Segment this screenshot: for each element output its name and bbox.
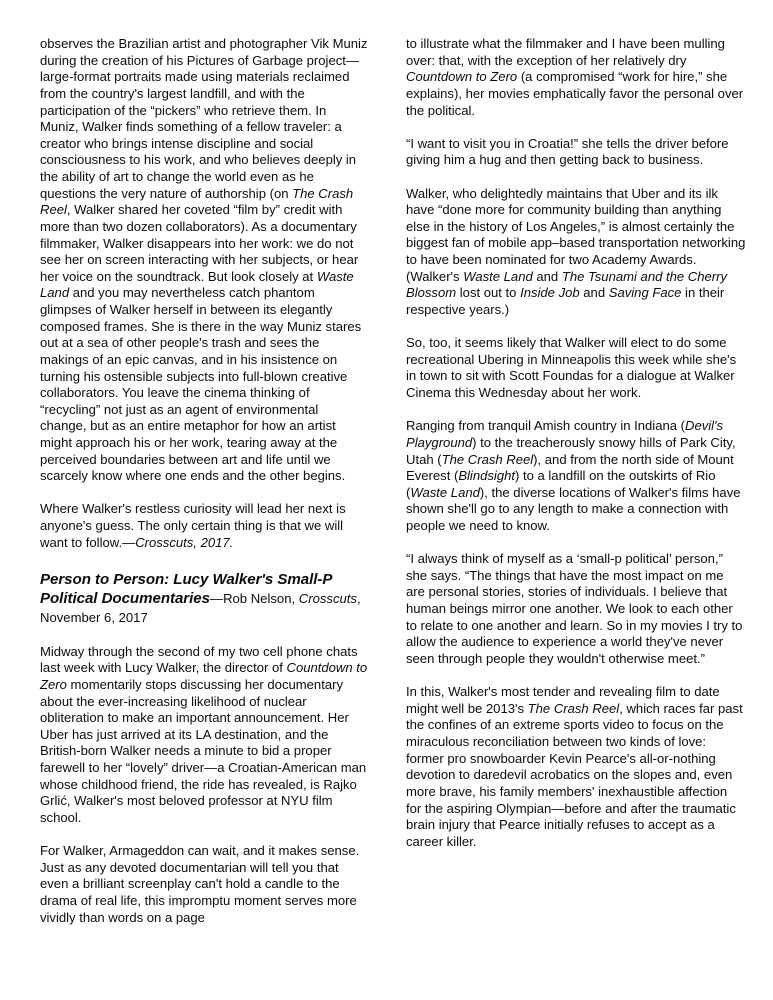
paragraph-uber xyxy=(406,186,746,319)
italic-title-run: Waste Land xyxy=(410,484,480,500)
two-column-layout xyxy=(40,36,745,926)
text-run: in their respective years.) xyxy=(406,285,725,317)
text-run: lost out to xyxy=(456,285,521,301)
left-column xyxy=(40,36,368,926)
text-run: So, too, it seems likely that Walker will elect to do some recreational Ubering in Minneapolis this week while she's in town to sit with Scott Foundas for a dialogue at Walker Cinema this Wednesday about her work. xyxy=(406,335,737,401)
text-run: momentarily stops discussing her documentary about the ever-increasing likelihood of nuclear obliteration to make an important announcement. Her Uber has just arrived at its LA destination, and the British-born Walker needs a minute to bid a proper farewell to her “lovely” driver—a Croatian-American man whose childhood friend, the ride has revealed, is Rajko Grlić, Walker's most beloved professor at NYU film school. xyxy=(40,676,367,825)
italic-title-run: The Tsunami and the Cherry Blossom xyxy=(406,268,728,301)
byline-date: , November 6, 2017 xyxy=(40,591,361,625)
paragraph-muniz xyxy=(40,36,368,485)
paragraph-small-p xyxy=(406,551,746,667)
italic-title-run: Waste Land xyxy=(463,268,533,284)
text-run: to illustrate what the filmmaker and I have been mulling over: that, with the exception of her relatively dry xyxy=(406,36,725,68)
italic-title-run: Countdown to Zero xyxy=(406,69,518,85)
paragraph-midway xyxy=(40,644,368,827)
italic-title-run: The Crash Reel xyxy=(527,700,620,716)
text-run: For Walker, Armageddon can wait, and it makes sense. Just as any devoted documentarian will tell you that even a brilliant screenplay can't hold a candle to the drama of real life, this impromptu moment serves more vividly than words on a page xyxy=(40,843,360,925)
text-run: Where Walker's restless curiosity will lead her next is anyone's guess. The only certain thing is that we will want to follow. xyxy=(40,501,346,550)
paragraph-ranging xyxy=(406,418,746,534)
text-run: ) to the treacherously snowy hills of Park City, Utah ( xyxy=(406,434,736,467)
byline-author: —Rob Nelson, xyxy=(209,591,296,607)
right-column xyxy=(406,36,746,850)
section-heading xyxy=(40,571,368,627)
text-run: Midway through the second of my two cell phone chats last week with Lucy Walker, the director of xyxy=(40,643,358,676)
text-run: ), the diverse locations of Walker's films have shown she'll go to any length to make a connection with people we need to know. xyxy=(406,484,741,533)
italic-title-run: Blindsight xyxy=(458,468,515,484)
italic-title-run: The Crash Reel xyxy=(441,451,534,467)
paragraph-minneapolis xyxy=(406,335,746,402)
italic-title-run: Inside Job xyxy=(520,285,580,301)
text-run: , which races far past the confines of an extreme sports video to focus on the miraculous reconciliation between two kinds of love: former pro snowboarder Kevin Pearce's all-or-nothing devotion to daredevil acrobatics on the slopes and, even more brave, his family members' inexhaustible affection for the aspiring Olympian—before and after the traumatic brain injury that Pearce initially refuses to accept as a career killer. xyxy=(406,700,743,849)
section-heading-title: Person to Person: Lucy Walker's Small-P Political Documentaries xyxy=(40,571,332,608)
paragraph-croatia xyxy=(406,136,746,169)
text-run: , Walker shared her coveted “film by” credit with more than two dozen collaborators). As a documentary filmmaker, Walker disappears into her work: we do not see her on screen interacting with her subjects, or hear her voice on the soundtrack. But look closely at xyxy=(40,202,359,284)
text-run: and xyxy=(579,285,609,301)
text-run: Walker, who delightedly maintains that Uber and its ilk have “done more for community building than anything else in the history of Los Angeles,” is almost certainly the biggest fan of mobile app–based transportation networking to have been nominated for two Academy Awards. (Walker's xyxy=(406,185,746,284)
text-run: ) to a landfill on the outskirts of Rio ( xyxy=(406,468,716,500)
italic-title-run: Waste Land xyxy=(40,268,354,301)
italic-title-run: Saving Face xyxy=(608,285,682,301)
text-run: In this, Walker's most tender and revealing film to date might well be 2013's xyxy=(406,684,720,716)
text-run: “I want to visit you in Croatia!” she tells the driver before giving him a hug and then getting back to business. xyxy=(406,135,729,168)
text-run: and you may nevertheless catch phantom glimpses of Walker herself in between its elegantly composed frames. She is there in the way Muniz stares out at a sea of other people's trash and sees the makings of an epic canvas, and in his insistence on turning his ostensible subjects into full-blown creative collaborators. You leave the cinema thinking of “recycling” not just as an agent of environmental change, but as an entire metaphor for how an artist might approach his or her work, tearing away at the perceived boundaries between art and life until we scarcely know where one ends and the other begins. xyxy=(40,285,362,484)
italic-title-run: Countdown to Zero xyxy=(40,660,368,692)
paragraph-restless-curiosity xyxy=(40,501,368,551)
byline-source: Crosscuts xyxy=(298,591,357,607)
text-run: “I always think of myself as a ‘small-p political’ person,” she says. “The things that have the most impact on me are personal stories, stories of individuals. I believe that human beings mirror one another. We look to each other to relate to one another and learn. So in my movies I try to allow the audience to experience a world they've never seen through people they wouldn't otherwise meet.” xyxy=(406,551,743,666)
italic-title-run: Devil's Playground xyxy=(406,418,724,450)
text-run: Ranging from tranquil Amish country in Indiana ( xyxy=(406,418,685,434)
text-run: ), and from the north side of Mount Everest ( xyxy=(406,451,734,484)
text-run: observes the Brazilian artist and photographer Vik Muniz during the creation of his Pictures of Garbage project—large-format portraits made using materials reclaimed from the country's largest landfill, and with the participation of the “pickers” who retrieve them. In Muniz, Walker finds something of a fellow traveler: a creator who brings intense discipline and social consciousness to his work, and who believes deeply in the ability of art to change the world even as he questions the very nature of authorship (on xyxy=(40,36,368,201)
paragraph-armageddon xyxy=(40,843,368,926)
paragraph-crash-reel xyxy=(406,684,746,850)
italic-title-run: —Crosscuts, 2017. xyxy=(122,534,234,550)
text-run: and xyxy=(532,268,562,284)
text-run: (a compromised “work for hire,” she explains), her movies emphatically favor the personal over the political. xyxy=(406,69,744,118)
paragraph-illustrate xyxy=(406,36,746,119)
italic-title-run: The Crash Reel xyxy=(40,185,354,218)
